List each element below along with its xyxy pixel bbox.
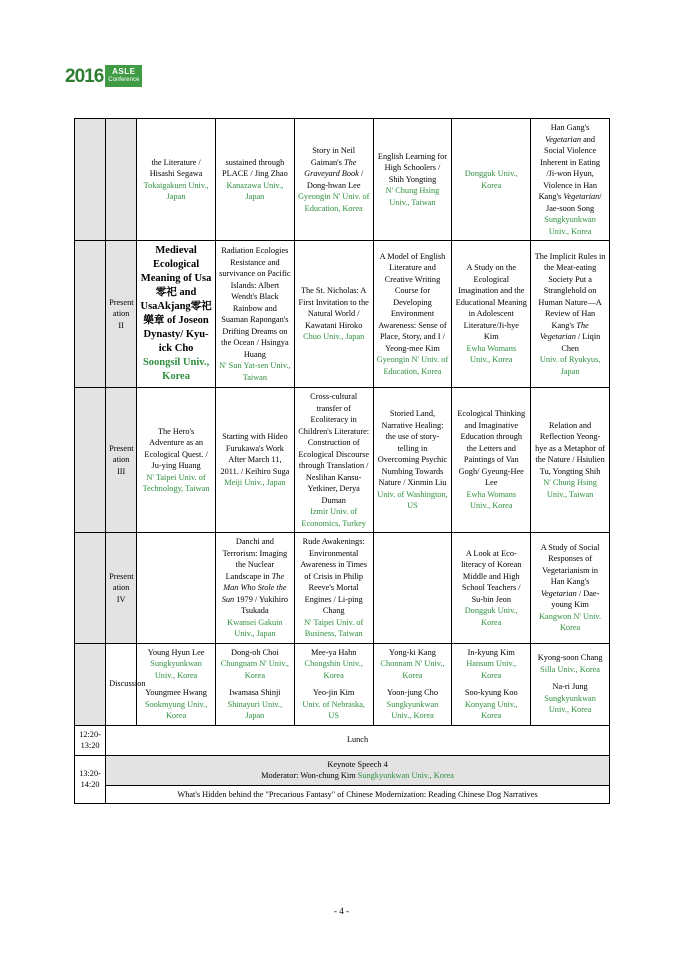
paper-title: Starting with Hideo Furukawa's Work After March 11, 2011. / Keihiro Suga: [220, 432, 290, 476]
paper-title: Relation and Reflection Yeong-hye as a Metaphor of the Nature / Hsiulien Tu, Yongting Shih: [535, 420, 606, 476]
keynote-moderator: Moderator: Won-chung Kim: [261, 771, 356, 780]
time-cell: [75, 119, 106, 241]
affiliation: Gyeongin N' Univ. of Education, Korea: [376, 355, 449, 376]
paper-title: The St. Nicholas: A First Invitation to the Natural World / Kawatani Hiroko: [298, 286, 369, 330]
affiliation: Sungkyunkwan Univ., Korea: [150, 659, 202, 680]
schedule-table: [74, 118, 610, 804]
discussion-cell: [531, 643, 610, 725]
session-cell: [294, 388, 373, 533]
paper-title: Storied Land, Narrative Healing: the use of story-telling in Overcoming Psychic Numbing Towards Nature / Xinmin Liu: [377, 409, 448, 488]
discussion-row: [75, 643, 610, 725]
affiliation: Meiji Univ., Japan: [224, 478, 286, 488]
affiliation: Univ. of Nebraska, US: [302, 699, 365, 720]
session-cell: [531, 388, 610, 533]
affiliation: Ewha Womans Univ., Korea: [466, 489, 517, 511]
session-cell: [294, 241, 373, 388]
affiliation: N' Chung Hsing Univ., Taiwan: [543, 478, 597, 499]
discussion-cell: [137, 643, 216, 725]
affiliation: Chonnam N' Univ., Korea: [380, 659, 445, 680]
session-cell: [373, 241, 452, 388]
discussant-name: Yoon-jung Cho: [386, 688, 438, 697]
table-row: [75, 388, 610, 533]
affiliation: Univ. of Ryukyus, Japan: [539, 355, 601, 376]
session-cell: [137, 533, 216, 644]
affiliation: Silla Univ., Korea: [540, 664, 600, 674]
lunch-row: [75, 725, 610, 755]
session-cell: [373, 533, 452, 644]
session-cell: [452, 388, 531, 533]
session-cell: [294, 119, 373, 241]
affiliation: N' Taipei Univ. of Technology, Taiwan: [142, 472, 210, 493]
session-label-cell: [106, 119, 137, 241]
discussant-name: Yeo-jin Kim: [313, 688, 355, 697]
affiliation: N' Taipei Univ. of Business, Taiwan: [304, 617, 364, 638]
discussant-name: Na-ri Jung: [552, 682, 588, 692]
discussion-cell: [373, 643, 452, 725]
paper-title: Han Gang's Vegetarian and Social Violence Inherent in Eating /Ji-won Hyun, Violence in Han Kang's Vegetarian/ Jae-soon Song: [538, 123, 602, 213]
paper-title: Cross-cultural transfer of Ecoliteracy in Children's Literature: Construction of Ecological Discourse through Translation / Neslihan Kansu-Yetkiner, Derya Duman: [298, 392, 370, 505]
lunch-label: Lunch: [106, 725, 610, 755]
time-cell: [75, 643, 106, 725]
session-cell: [137, 388, 216, 533]
discussion-label: Discussion: [106, 643, 137, 725]
affiliation: Kangwon N' Univ. Korea: [539, 611, 602, 633]
session-label-cell: Present ation III: [106, 388, 137, 533]
affiliation: Konyang Univ., Korea: [464, 699, 518, 720]
affiliation: Dongguk Univ., Korea: [464, 169, 518, 190]
conference-logo: [65, 62, 153, 90]
discussant-name: Iwamasa Shinji: [229, 688, 281, 697]
discussant-name: Yong-ki Kang: [389, 647, 436, 657]
table-row: [75, 241, 610, 388]
logo-brand: ASLE: [112, 67, 136, 76]
affiliation: Soongsil Univ., Korea: [142, 357, 210, 382]
session-cell: [215, 241, 294, 388]
paper-title: Danchi and Terrorism: Imaging the Nuclear Landscape in The Man Who Stole the Sun 1979 / Yukihiro Tsukada: [221, 537, 289, 615]
discussion-cell: [215, 643, 294, 725]
affiliation: Hansum Univ., Korea: [466, 659, 517, 680]
affiliation: Izmir Univ. of Economics, Turkey: [301, 507, 366, 528]
paper-title: Rude Awakenings: Environmental Awareness in Times of Crisis in Philip Reeve's Mortal Engines / Li-ping Chang: [300, 537, 367, 615]
discussant-name: In-kyung Kim: [467, 647, 515, 657]
paper-title: Medieval Ecological Meaning of Usa零祀 and UsaAkjang零祀樂章 of Joseon Dynasty/ Kyu-ick Cho: [140, 245, 212, 354]
affiliation: Chuo Univ., Japan: [303, 332, 365, 342]
session-cell: [215, 388, 294, 533]
session-cell: [531, 119, 610, 241]
session-label-cell: Present ation II: [106, 241, 137, 388]
paper-title: sustained through PLACE / Jing Zhao: [222, 157, 288, 178]
discussion-cell: [294, 643, 373, 725]
affiliation: Shinayuri Univ., Japan: [227, 699, 283, 720]
session-cell: [294, 533, 373, 644]
keynote-row: [75, 755, 610, 785]
paper-title: Ecological Thinking and Imaginative Education through the Letters and Paintings of Van Gogh/ Gyeung-Hee Lee: [457, 409, 526, 488]
affiliation: Sungkyunkwan Univ., Korea: [544, 215, 596, 236]
session-cell: [373, 119, 452, 241]
table-row: [75, 533, 610, 644]
affiliation: Kwansei Gakuin Univ., Japan: [227, 617, 283, 638]
time-cell: [75, 533, 106, 644]
session-cell: [452, 241, 531, 388]
keynote-title: What's Hidden behind the "Precarious Fantasy" of Chinese Modernization: Reading Chinese Dog Narratives: [106, 785, 610, 804]
session-cell: [215, 533, 294, 644]
paper-title: A Study on the Ecological Imagination and the Educational Meaning in Adolescent Literature/Ji-hye Kim: [455, 263, 527, 342]
discussant-name: Dong-oh Choi: [231, 647, 279, 657]
session-cell: [215, 119, 294, 241]
affiliation: Univ. of Washington, US: [377, 489, 448, 511]
keynote-heading: Keynote Speech 4: [327, 759, 388, 769]
paper-title: Radiation Ecologies Resistance and survivance on Pacific Islands: Albert Wendt's Black Rainbow and Suaman Rapongan's Drifting Dreams on the Ocean / Hsingya Huang: [219, 246, 291, 359]
session-cell: [452, 119, 531, 241]
paper-title: A Study of Social Responses of Vegetarianism in Han Kang's Vegetarian / Dae-young Kim: [540, 542, 600, 610]
discussant-name: Young Hyun Lee: [147, 647, 205, 657]
logo-subtitle: Conference: [108, 77, 140, 83]
session-cell: [137, 119, 216, 241]
discussant-name: Youngmee Hwang: [145, 688, 207, 697]
affiliation: N' Chung Hsing Univ., Taiwan: [385, 186, 440, 207]
keynote-header: [106, 755, 610, 785]
session-cell: [137, 241, 216, 388]
session-cell: [373, 388, 452, 533]
keynote-title-row: [75, 785, 610, 804]
affiliation: Sungkyunkwan Univ., Korea: [544, 693, 596, 715]
page-number: - 4 -: [334, 906, 349, 916]
affiliation: Gyeongin N' Univ. of Education, Korea: [297, 192, 370, 213]
keynote-moderator-affiliation: Sungkyunkwan Univ., Korea: [357, 771, 454, 780]
lunch-time: 12:20-13:20: [75, 725, 106, 755]
affiliation: N' Sun Yat-sen Univ., Taiwan: [219, 361, 291, 382]
session-cell: [452, 533, 531, 644]
keynote-time: 13:20-14:20: [75, 755, 106, 804]
paper-title: A Look at Eco-literacy of Korean Middle and High School Teachers / Su-bin Jeon: [461, 548, 522, 604]
affiliation: Chongshin Univ., Korea: [304, 659, 363, 680]
time-cell: [75, 388, 106, 533]
session-cell: [531, 241, 610, 388]
affiliation: Sookmyung Univ., Korea: [144, 699, 208, 720]
affiliation: Chungnam N' Univ., Korea: [220, 659, 290, 680]
affiliation: Kanazawa Univ., Japan: [226, 180, 284, 201]
session-cell: [531, 533, 610, 644]
paper-title: English Learning for High Schoolers / Shih Yongting: [377, 151, 448, 184]
discussion-cell: [452, 643, 531, 725]
affiliation: Sungkyunkwan Univ., Korea: [386, 699, 439, 720]
table-row: [75, 119, 610, 241]
affiliation: Ewha Womans Univ., Korea: [466, 343, 517, 365]
session-label-cell: Present ation IV: [106, 533, 137, 644]
paper-title: The Implicit Rules in the Meat-eating Society Put a Stranglehold on Human Nature—A Review of Han Kang's The Vegetarian / Liqin Chen: [534, 251, 606, 353]
paper-title: Story in Neil Gaiman's The Graveyard Book / Dong-hwan Lee: [304, 146, 364, 190]
discussant-name: Kyong-soon Chang: [537, 653, 603, 663]
affiliation: Dongguk Univ., Korea: [464, 606, 518, 627]
paper-title: A Model of English Literature and Creative Writing Course for Developing Environment Awareness: Sense of Place, Story, and I / Yeong-mee Kim: [378, 251, 447, 353]
time-cell: [75, 241, 106, 388]
logo-year: 2016: [65, 65, 104, 87]
paper-title: the Literature / Hisashi Segawa: [149, 157, 203, 178]
affiliation: Tokaigakuen Univ., Japan: [143, 180, 209, 201]
paper-title: The Hero's Adventure as an Ecological Quest. / Ju-ying Huang: [144, 426, 208, 470]
discussant-name: Soo-kyung Koo: [464, 688, 518, 697]
discussant-name: Mee-ya Hahn: [310, 647, 357, 657]
